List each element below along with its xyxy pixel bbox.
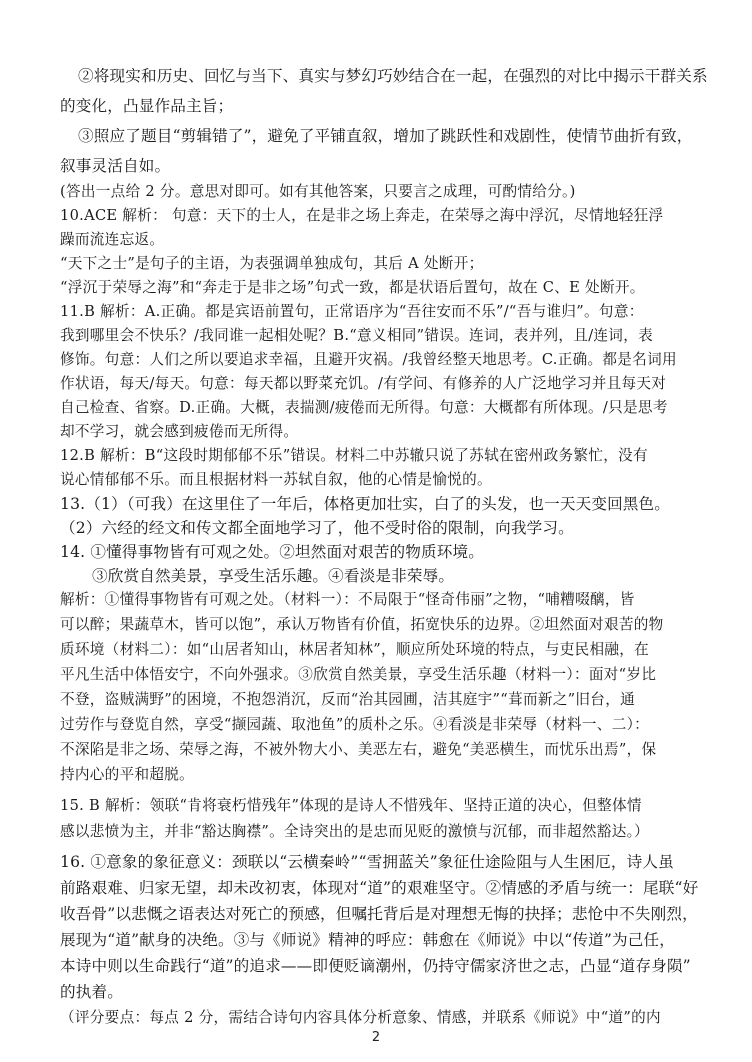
text-line: 叙事灵活自如。 <box>60 157 171 175</box>
text-line: 感以悲愤为主，并非“豁达胸襟”。全诗突出的是忠而见贬的激愤与沉郁，而非超然豁达。） <box>60 823 650 840</box>
text-line: 11.B 解析：A.正确。都是宾语前置句，正常语序为“吾往安而不乐”/“吾与谁归”。句意： <box>60 303 644 320</box>
text-line: ③照应了题目“剪辑错了”，避免了平铺直叙，增加了跳跃性和戏剧性，使情节曲折有致， <box>78 127 693 145</box>
text-line: 修饰。句意：人们之所以要追求幸福，且避开灾祸。/我曾经整天地思考。C.正确。都是名词用 <box>60 351 677 368</box>
text-line: ③欣赏自然美景，享受生活乐趣。④看淡是非荣辱。 <box>92 567 455 585</box>
text-line: ②将现实和历史、回忆与当下、真实与梦幻巧妙结合在一起，在强烈的对比中揭示干群关系 <box>78 67 708 85</box>
text-line: “浮沉于荣辱之海”和“奔走于是非之场”句式一致，都是状语后置句，故在 C、E 处断开。 <box>60 279 645 296</box>
text-line: (答出一点给 2 分。意思对即可。如有其他答案，只要言之成理，可酌情给分。) <box>60 183 576 200</box>
page-number: 2 <box>371 1030 381 1045</box>
text-line: 作状语，每天/每天。句意：每天都以野菜充饥。/有学问、有修养的人广泛地学习并且每天对 <box>60 375 667 392</box>
text-line: 却不学习，就会感到疲倦而无所得。 <box>60 423 299 440</box>
text-line: 不登，盗贼满野”的困境，不抱怨消沉，反而“治其园圃，洁其庭宇”“葺而新之”旧台，通 <box>60 691 635 708</box>
text-line: 质环境（材料二）：如“山居者知山，林居者知林”，顺应所处环境的特点，与吏民相融，在 <box>60 641 650 658</box>
text-line: 躁而流连忘返。 <box>60 231 165 248</box>
text-line: 平凡生活中体悟安宁，不向外强求。③欣赏自然美景，享受生活乐趣（材料一）：面对“岁比 <box>60 666 657 683</box>
text-line: 我到哪里会不快乐？/我同谁一起相处呢？B.“意义相同”错误。连词，表并列，且/连词，表 <box>60 327 653 344</box>
text-line: 的变化，凸显作品主旨； <box>60 97 234 115</box>
text-line: 自己检查、省察。D.正确。大概，表揣测/疲倦而无所得。句意：大概都有所体现。/只是思考 <box>60 399 668 416</box>
text-line: 不深陷是非之场、荣辱之海，不被外物大小、美恶左右，避免“美恶横生，而忧乐出焉”，保 <box>60 741 657 758</box>
text-line: 解析：①懂得事物皆有可观之处。（材料一）：不局限于“怪奇伟丽”之物，“哺糟啜醨，皆 <box>60 591 635 608</box>
text-line: 前路艰难、归家无望，却未改初衷，体现对“道”的艰难坚守。②情感的矛盾与统一：尾联“好 <box>60 879 699 897</box>
text-line: 10.ACE 解析： 句意：天下的士人，在是非之场上奔走，在荣辱之海中浮沉，尽情地轻狂浮 <box>60 207 664 224</box>
text-line: （评分要点：每点 2 分，需结合诗句内容具体分析意象、情感，并联系《师说》中“道”的内 <box>60 1009 661 1026</box>
text-line: （2）六经的经文和传文都全面地学习了，他不受时俗的限制，向我学习。 <box>60 519 574 537</box>
text-line: 持内心的平和超脱。 <box>60 766 195 783</box>
text-line: 16. ①意象的象征意义：颈联以“云横秦岭”“雪拥蓝关”象征仕途险阻与人生困厄，诗人虽 <box>60 853 674 871</box>
text-line: 14. ①懂得事物皆有可观之处。②坦然面对艰苦的物质环境。 <box>60 543 484 561</box>
text-line: 说心情郁郁不乐。而且根据材料一苏轼自叙，他的心情是愉悦的。 <box>60 471 492 488</box>
text-line: 13.（1）（可我）在这里住了一年后，体格更加壮实，白了的头发，也一天天变回黑色。 <box>60 495 671 513</box>
text-line: 本诗中则以生命践行“道”的追求——即便贬谪潮州，仍持守儒家济世之志，凸显“道存身陨” <box>60 957 691 975</box>
text-line: 15. B 解析：领联“肯将衰朽惜残年”体现的是诗人不惜残年、坚持正道的决心，但整体情 <box>60 797 642 814</box>
text-line: 12.B 解析：B“这段时期郁郁不乐”错误。材料二中苏辙只说了苏轼在密州政务繁忙，没有 <box>60 447 648 464</box>
text-line: 过劳作与登览自然，享受“撷园蔬、取池鱼”的质朴之乐。④看淡是非荣辱（材料一、二）： <box>60 716 650 733</box>
text-line: 可以醉；果蔬草木，皆可以饱”，承认万物皆有价值，拓宽快乐的边界。②坦然面对艰苦的物 <box>60 616 664 633</box>
text-line: 的执着。 <box>60 983 123 1001</box>
text-line: 收吾骨”以悲慨之语表达对死亡的预感，但嘱托背后是对理想无悔的抉择；悲怆中不失刚烈， <box>60 905 698 923</box>
text-line: “天下之士”是句子的主语，为表强调单独成句，其后 A 处断开； <box>60 255 484 272</box>
text-line: 展现为“道”献身的决绝。③与《师说》精神的呼应：韩愈在《师说》中以“传道”为己任， <box>60 931 676 949</box>
